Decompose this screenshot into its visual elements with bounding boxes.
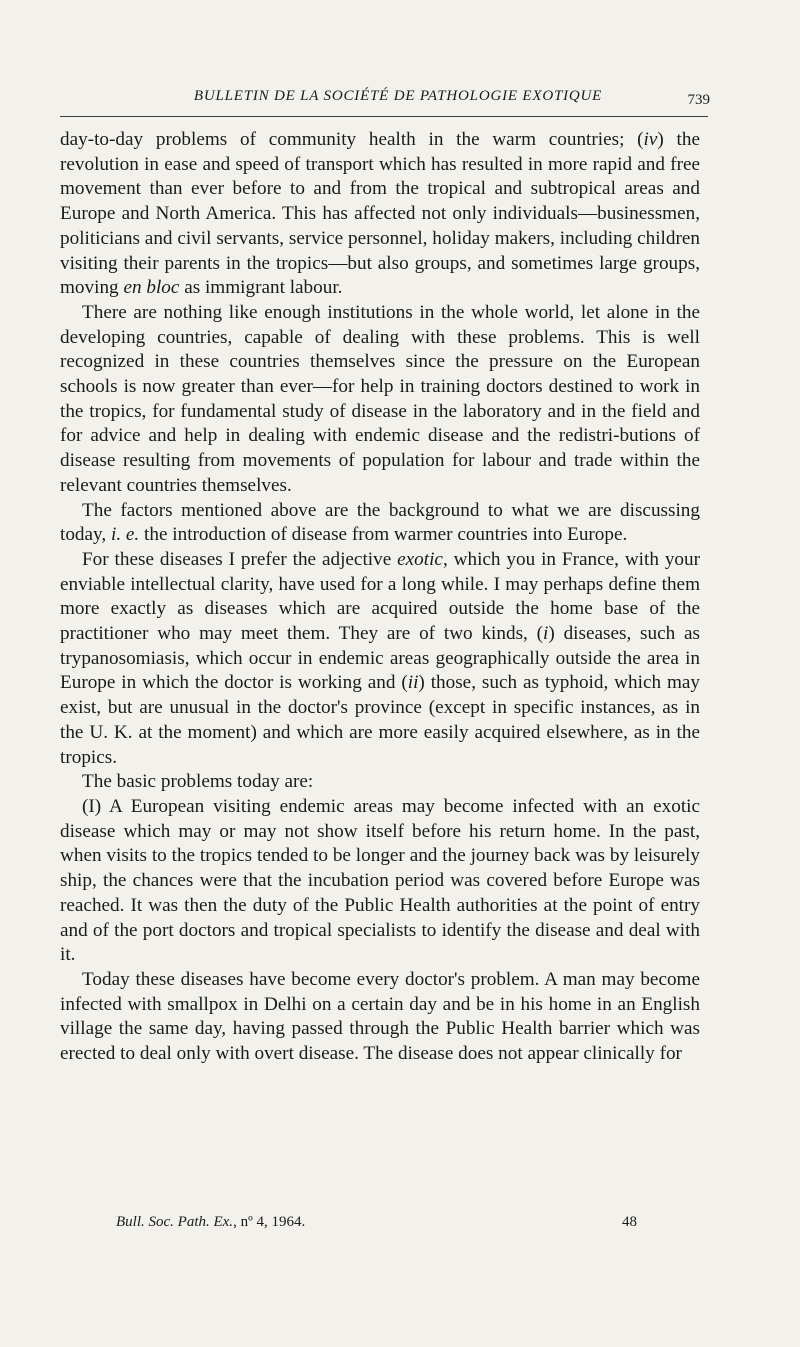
text-run: For these diseases I prefer the adjective — [82, 548, 398, 570]
page-footer — [116, 1214, 676, 1238]
paragraph-5: The basic problems today are: — [82, 771, 314, 793]
running-title: BULLETIN DE LA SOCIÉTÉ DE PATHOLOGIE EXOTIQUE — [193, 88, 603, 104]
text-run: the introduction of disease from warmer countries into Europe. — [139, 524, 628, 546]
text-run: as immigrant labour. — [179, 277, 343, 299]
header-rule — [60, 116, 708, 117]
article-body — [60, 128, 700, 1067]
paragraph-3 — [60, 499, 700, 548]
paragraph-1 — [60, 128, 700, 301]
italic-run: iv — [643, 129, 658, 150]
journal-citation — [116, 1214, 305, 1231]
text-run: ) those, such as typhoid, which may exist, but are unusual in the doctor's province (except in specific instances, as in the U. K. at the moment) and which are more easily acquired elsewhere, as in the tropics. — [60, 672, 700, 768]
text-run: , which you in France, with your enviable intellectual clarity, have used for a long while. I may perhaps define them more exactly as diseases which are acquired outside the home base of the practitioner who may meet them. They are of two kinds, ( — [60, 548, 701, 645]
text-run: ) the revolution in ease and speed of transport which has resulted in more rapid and free movement than ever before to and from the tropical and subtropical areas and Europe and North America. This has affected not only individuals—businessmen, politicians and civil servants, service personnel, holiday makers, including children visiting their parents in the tropics—but also groups, and sometimes large groups, moving — [60, 129, 700, 299]
italic-run: en bloc — [123, 277, 180, 299]
paragraph-2: There are nothing like enough institutions in the whole world, let alone in the developing countries, capable of dealing with these problems. This is well recognized in these countries themselves since the pressure on the European schools is now greater than ever—for help in training doctors destined to work in the tropics, for fundamental study of disease in the laboratory and in the field and for advice and help in dealing with endemic disease and the redistri-butions of disease resulting from movements of population for labour and trade within the relevant countries themselves. — [60, 301, 700, 496]
journal-abbrev: Bull. Soc. Path. Ex. — [116, 1214, 234, 1230]
text-run: ) diseases, such as trypanosomiasis, which occur in endemic areas geographically outside the area in Europe in which the doctor is working and ( — [60, 623, 700, 694]
paragraph-7: Today these diseases have become every doctor's problem. A man may become infected with smallpox in Delhi on a certain day and be in his home in an English village the same day, having passed through the Public Health barrier which was erected to deal only with overt disease. The disease does not appear clinically for — [60, 968, 700, 1065]
paragraph-4 — [60, 548, 700, 770]
page-header — [60, 88, 710, 114]
text-run: day-to-day problems of community health in the warm countries; ( — [60, 129, 644, 150]
paragraph-6: (I) A European visiting endemic areas may become infected with an exotic disease which may or may not show itself before his return home. In the past, when visits to the tropics tended to be longer and the journey back was by leisurely ship, the chances were that the incubation period was covered before Europe was reached. It was then the duty of the Public Health authorities at the point of entry and of the port doctors and tropical specialists to identify the disease and deal with it. — [60, 795, 700, 966]
italic-run: i — [543, 623, 549, 645]
italic-run: exotic — [397, 548, 443, 570]
text-run: The factors mentioned above are the background to what we are discussing today, — [60, 499, 700, 546]
journal-issue: , nº 4, 1964. — [233, 1214, 306, 1230]
signature-mark: 48 — [622, 1214, 637, 1230]
italic-run: ii — [407, 672, 419, 694]
italic-run: i. e. — [110, 524, 140, 546]
page-number: 739 — [687, 92, 710, 108]
